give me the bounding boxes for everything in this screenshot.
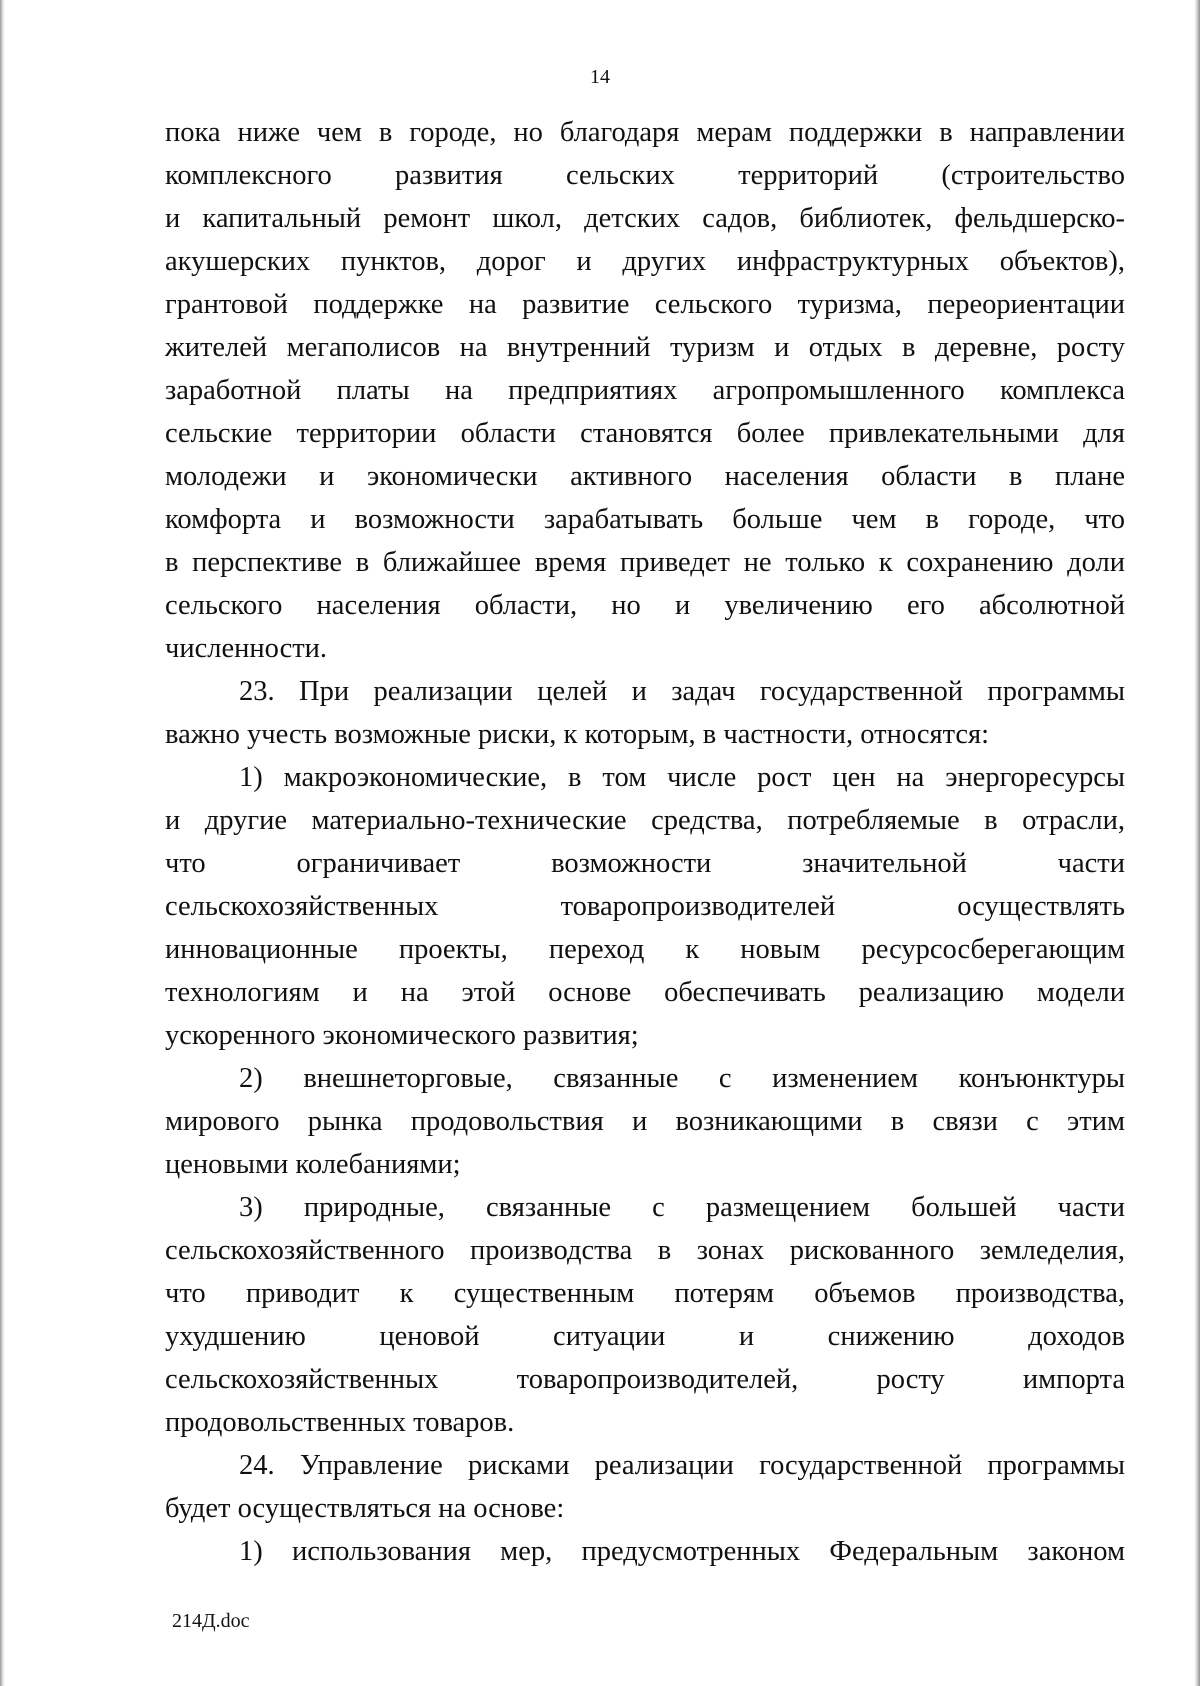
paragraph-24-line: 24. Управление рисками реализации государственной программы [239, 1450, 1125, 1481]
list-item-1-line: что ограничивает возможности значительной части [165, 848, 1125, 879]
scan-edge-left [0, 0, 5, 1686]
body-line: численности. [165, 633, 328, 664]
list-item-3-line: сельскохозяйственного производства в зонах рискованного земледелия, [165, 1235, 1125, 1266]
body-line: сельского населения области, но и увеличению его абсолютной [165, 590, 1125, 621]
body-line: молодежи и экономически активного населения области в плане [165, 461, 1125, 492]
body-line: заработной платы на предприятиях агропромышленного комплекса [165, 375, 1125, 406]
paragraph-23-line: 23. При реализации целей и задач государственной программы [239, 676, 1125, 707]
scan-edge-right [1194, 0, 1200, 1686]
body-line: комплексного развития сельских территорий (строительство [165, 160, 1125, 191]
paragraph-23-line: важно учесть возможные риски, к которым, в частности, относятся: [165, 719, 990, 750]
document-body [165, 111, 1125, 1573]
paragraph-24-line: будет осуществляться на основе: [165, 1493, 565, 1524]
list-item-3-line: продовольственных товаров. [165, 1407, 515, 1438]
list-item-1-line: ускоренного экономического развития; [165, 1020, 639, 1051]
page-number: 14 [590, 66, 610, 88]
body-line: комфорта и возможности зарабатывать больше чем в городе, что [165, 504, 1125, 535]
list-item-3-line: ухудшению ценовой ситуации и снижению доходов [165, 1321, 1125, 1352]
body-line: жителей мегаполисов на внутренний туризм и отдых в деревне, росту [165, 332, 1125, 363]
list-item-2-line: 2) внешнеторговые, связанные с изменением конъюнктуры [239, 1063, 1125, 1094]
body-line: сельские территории области становятся более привлекательными для [165, 418, 1125, 449]
list-item-2-line: мирового рынка продовольствия и возникающими в связи с этим [165, 1106, 1125, 1137]
body-line: в перспективе в ближайшее время приведет не только к сохранению доли [165, 547, 1125, 578]
list-item-1-line: технологиям и на этой основе обеспечивать реализацию модели [165, 977, 1125, 1008]
list-item-3-line: сельскохозяйственных товаропроизводителей, росту импорта [165, 1364, 1125, 1395]
list-item-1-line: 1) макроэкономические, в том числе рост цен на энергоресурсы [239, 762, 1125, 793]
body-line: грантовой поддержке на развитие сельского туризма, переориентации [165, 289, 1125, 320]
paragraph-24-item-1-line: 1) использования мер, предусмотренных Федеральным законом [239, 1536, 1125, 1567]
list-item-1-line: и другие материально-технические средства, потребляемые в отрасли, [165, 805, 1125, 836]
list-item-2-line: ценовыми колебаниями; [165, 1149, 461, 1180]
list-item-3-line: 3) природные, связанные с размещением большей части [239, 1192, 1125, 1223]
body-line: пока ниже чем в городе, но благодаря мерам поддержки в направлении [165, 117, 1125, 148]
list-item-3-line: что приводит к существенным потерям объемов производства, [165, 1278, 1125, 1309]
list-item-1-line: сельскохозяйственных товаропроизводителей осуществлять [165, 891, 1125, 922]
list-item-1-line: инновационные проекты, переход к новым ресурсосберегающим [165, 934, 1125, 965]
body-line: и капитальный ремонт школ, детских садов, библиотек, фельдшерско- [165, 203, 1125, 234]
footer-filename: 214Д.doc [172, 1610, 250, 1632]
body-line: акушерских пунктов, дорог и других инфраструктурных объектов), [165, 246, 1125, 277]
